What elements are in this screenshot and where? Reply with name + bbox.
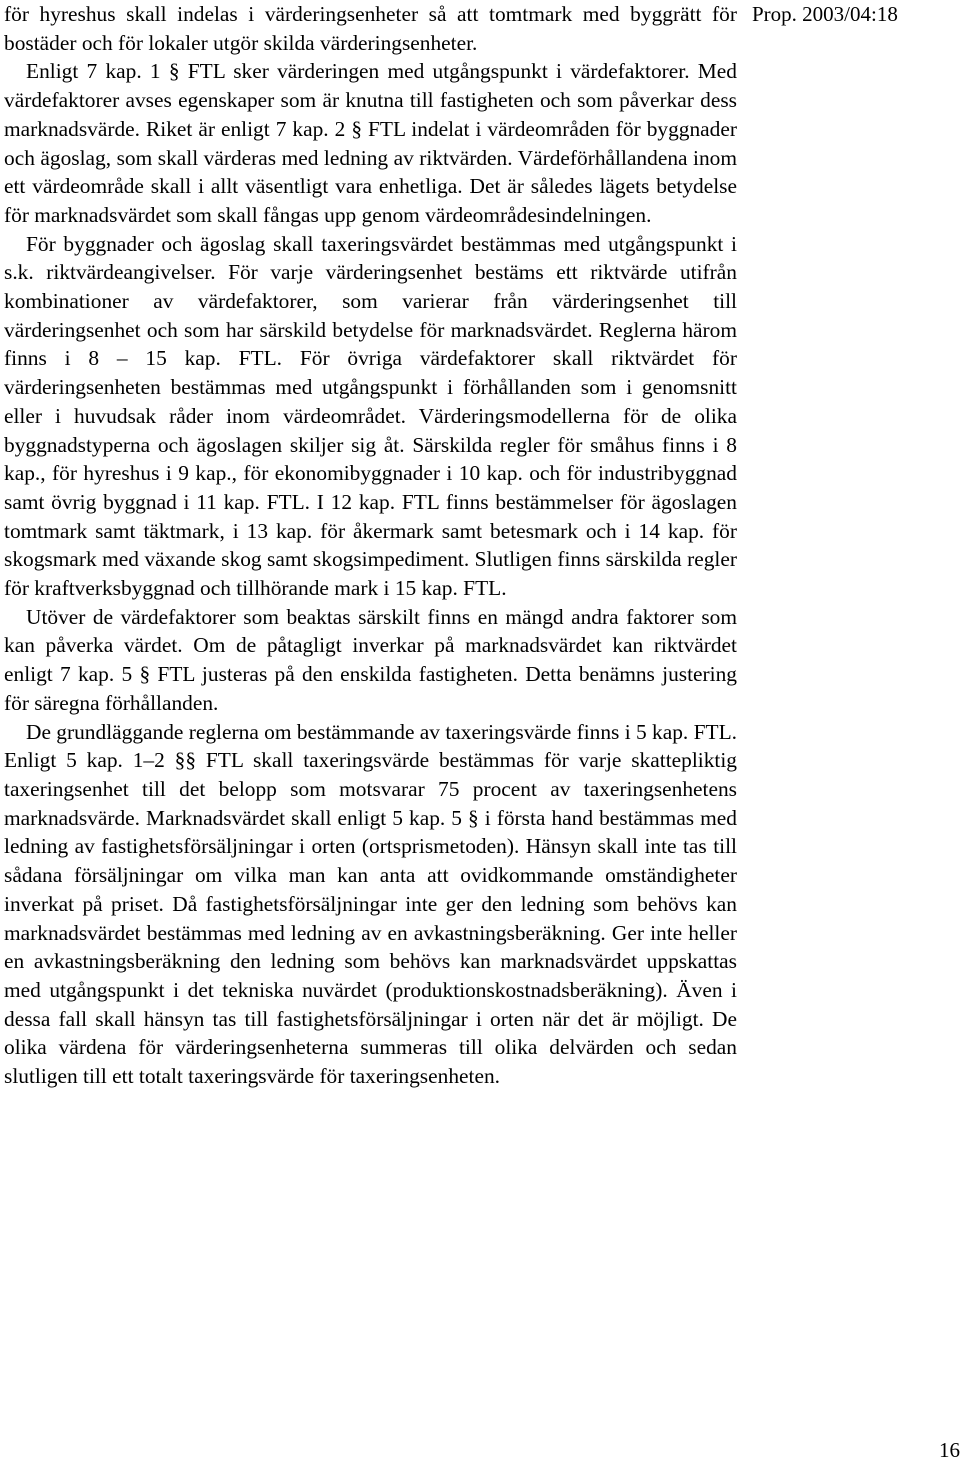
page-number: 16	[939, 1438, 960, 1462]
paragraph: Enligt 7 kap. 1 § FTL sker värderingen med utgångspunkt i värdefaktorer. Med värdefaktorer avses egenskaper som är knutna till fastigheten och som påverkar dess marknadsvärde. Riket är enligt 7 kap. 2 § FTL indelat i värdeområden för byggnader och ägoslag, som skall värderas med ledning av riktvärden. Värdeförhållandena inom ett värdeområde skall i allt väsentligt vara enhetliga. Det är således lägets betydelse för marknadsvärdet som skall fångas upp genom värdeområdesindelningen.	[4, 59, 737, 227]
body-text	[4, 0, 737, 1091]
paragraph: För byggnader och ägoslag skall taxeringsvärdet bestämmas med utgångspunkt i s.k. riktvärdeangivelser. För varje värderingsenhet bestäms ett riktvärde utifrån kombinationer av värdefaktorer, som varierar från värderingsenhet till värderingsenhet och som har särskild betydelse för marknadsvärdet. Reglerna härom finns i 8 – 15 kap. FTL. För övriga värdefaktorer skall riktvärdet för värderingsenheten bestämmas med utgångspunkt i förhållanden som i genomsnitt eller i huvudsak råder inom värdeområdet. Värderingsmodellerna för de olika byggnadstyperna och ägoslagen skiljer sig åt. Särskilda regler för småhus finns i 8 kap., för hyreshus i 9 kap., för ekonomibyggnader i 10 kap. och för industribyggnad samt övrig byggnad i 11 kap. FTL. I 12 kap. FTL finns bestämmelser för ägoslagen tomtmark samt täktmark, i 13 kap. för åkermark samt betesmark och i 14 kap. för skogsmark med växande skog samt skogsimpediment. Slutligen finns särskilda regler för kraftverksbyggnad och tillhörande mark i 15 kap. FTL.	[4, 231, 737, 601]
document-reference: Prop. 2003/04:18	[752, 2, 898, 26]
paragraph: för hyreshus skall indelas i värderingsenheter så att tomtmark med byggrätt för bostäder och för lokaler utgör skilda värderingsenheter.	[4, 2, 737, 55]
paragraph: De grundläggande reglerna om bestämmande av taxeringsvärde finns i 5 kap. FTL. Enligt 5 kap. 1–2 §§ FTL skall taxeringsvärde bestämmas för varje skattepliktig taxeringsenhet till det belopp som motsvarar 75 procent av taxeringsenhetens marknadsvärde. Marknadsvärdet skall enligt 5 kap. 5 § i första hand bestämmas med ledning av fastighetsförsäljningar i orten (ortsprismetoden). Hänsyn skall inte tas till sådana försäljningar om vilka man kan anta att ovidkommande omständigheter inverkat på priset. Då fastighetsförsäljningar inte ger den ledning som behövs kan marknadsvärdet bestämmas med ledning av en avkastningsberäkning. Ger inte heller en avkastningsberäkning den ledning som behövs kan marknadsvärdet uppskattas med utgångspunkt i det tekniska nuvärdet (produktionskostnadsberäkning). Även i dessa fall skall hänsyn tas till fastighetsförsäljningar i orten när det är möjligt. De olika värdena för värderingsenheterna summeras till olika delvärden och sedan slutligen till ett totalt taxeringsvärde för taxeringsenheten.	[4, 719, 738, 1089]
paragraph: Utöver de värdefaktorer som beaktas särskilt finns en mängd andra faktorer som kan påverka värdet. Om de påtagligt inverkar på marknadsvärdet kan riktvärdet enligt 7 kap. 5 § FTL justeras på den enskilda fastigheten. Detta benämns justering för säregna förhållanden.	[4, 604, 737, 715]
